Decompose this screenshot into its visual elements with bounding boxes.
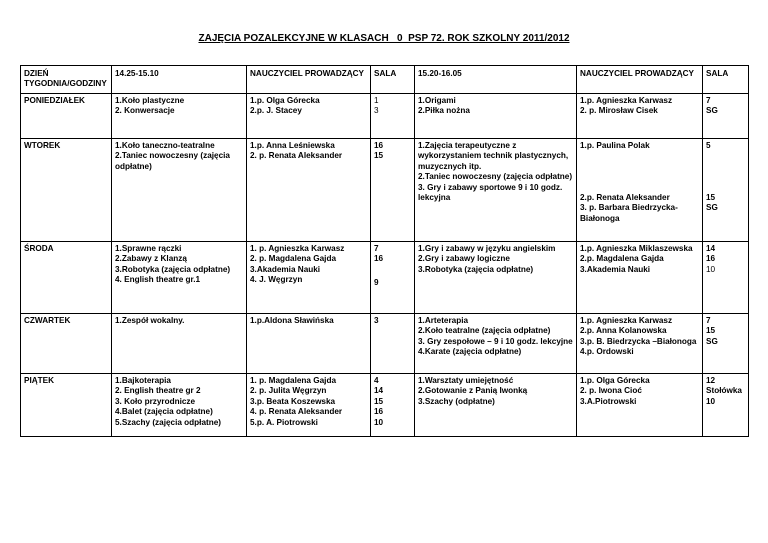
header-row [21,66,749,94]
rooms-cell: 7 15 SG [703,314,749,374]
table-row [21,374,749,437]
activities-cell: 1.Warsztaty umiejętność 2.Gotowanie z Panią Iwonką 3.Szachy (odpłatne) [415,374,577,437]
activities-cell: 1.Sprawne rączki 2.Zabawy z Klanzą 3.Robotyka (zajęcia odpłatne) 4. English theatre gr.1 [112,242,247,314]
teachers-cell: 1. p. Magdalena Gajda 2. p. Julita Węgrzyn 3.p. Beata Koszewska 4. p. Renata Aleksander 5.p. A. Piotrowski [247,374,371,437]
teachers-cell: 1.p. Paulina Polak 2.p. Renata Aleksander 3. p. Barbara Biedrzycka- Białonoga [577,139,703,242]
teachers-cell: 1.p. Agnieszka Karwasz 2. p. Mirosław Cisek [577,94,703,139]
header-teacher1: NAUCZYCIEL PROWADZĄCY [247,66,371,94]
activities-cell: 1.Koło taneczno-teatralne 2.Taniec nowoczesny (zajęcia odpłatne) [112,139,247,242]
teachers-cell: 1.p. Olga Górecka 2.p. J. Stacey [247,94,371,139]
header-room1: SALA [371,66,415,94]
activities-cell: 1.Origami 2.Piłka nożna [415,94,577,139]
rooms-cell: 1 3 [371,94,415,139]
header-time2: 15.20-16.05 [415,66,577,94]
rooms-cell: 4 14 15 16 10 [371,374,415,437]
rooms-cell: 16 15 [371,139,415,242]
table-row [21,139,749,242]
day-cell: ŚRODA [21,242,112,314]
activities-cell: 1.Koło plastyczne 2. Konwersacje [112,94,247,139]
teachers-cell: 1.p. Olga Górecka 2. p. Iwona Cioć 3.A.Piotrowski [577,374,703,437]
document-title: ZAJĘCIA POZALEKCYJNE W KLASACH 0 PSP 72. ROK SZKOLNY 2011/2012 [198,33,570,44]
rooms-cell: 12 Stołówka 10 [703,374,749,437]
teachers-cell: 1.p.Aldona Sławińska [247,314,371,374]
activities-cell: 1.Gry i zabawy w języku angielskim 2.Gry i zabawy logiczne 3.Robotyka (zajęcia odpłatne) [415,242,577,314]
header-time1: 14.25-15.10 [112,66,247,94]
table-row [21,314,749,374]
table-row [21,242,749,314]
teachers-cell: 1.p. Agnieszka Karwasz 2.p. Anna Kolanowska 3.p. B. Biedrzycka –Białonoga 4.p. Ordowski [577,314,703,374]
rooms-cell: 5 15 SG [703,139,749,242]
teachers-cell: 1. p. Agnieszka Karwasz 2. p. Magdalena Gajda 3.Akademia Nauki 4. J. Węgrzyn [247,242,371,314]
header-teacher2: NAUCZYCIEL PROWADZĄCY [577,66,703,94]
activities-cell: 1.Zajęcia terapeutyczne z wykorzystaniem technik plastycznych, muzycznych itp. 2.Taniec nowoczesny (zajęcia odpłatne) 3. Gry i zabawy sportowe 9 i 10 godz. lekcyjna [415,139,577,242]
teachers-cell: 1.p. Anna Leśniewska 2. p. Renata Aleksander [247,139,371,242]
header-room2: SALA [703,66,749,94]
header-day-line2: TYGODNIA/GODZINY [24,79,107,89]
schedule-table [20,65,749,437]
header-day-line1: DZIEŃ [24,69,49,78]
activities-cell: 1.Bajkoterapia 2. English theatre gr 2 3. Koło przyrodnicze 4.Balet (zajęcia odpłatne) 5.Szachy (zajęcia odpłatne) [112,374,247,437]
rooms-cell: 7 SG [703,94,749,139]
table-row [21,94,749,139]
header-day [21,66,112,94]
teachers-cell: 1.p. Agnieszka Miklaszewska 2.p. Magdalena Gajda 3.Akademia Nauki [577,242,703,314]
activities-cell: 1.Arteterapia 2.Koło teatralne (zajęcia odpłatne) 3. Gry zespołowe – 9 i 10 godz. lekcyjne 4.Karate (zajęcia odpłatne) [415,314,577,374]
day-cell: CZWARTEK [21,314,112,374]
rooms-cell: 3 [371,314,415,374]
activities-cell: 1.Zespół wokalny. [112,314,247,374]
rooms-cell: 7 16 9 [371,242,415,314]
day-cell: PIĄTEK [21,374,112,437]
day-cell: PONIEDZIAŁEK [21,94,112,139]
rooms-cell: 14 16 10 [703,242,749,314]
day-cell: WTOREK [21,139,112,242]
